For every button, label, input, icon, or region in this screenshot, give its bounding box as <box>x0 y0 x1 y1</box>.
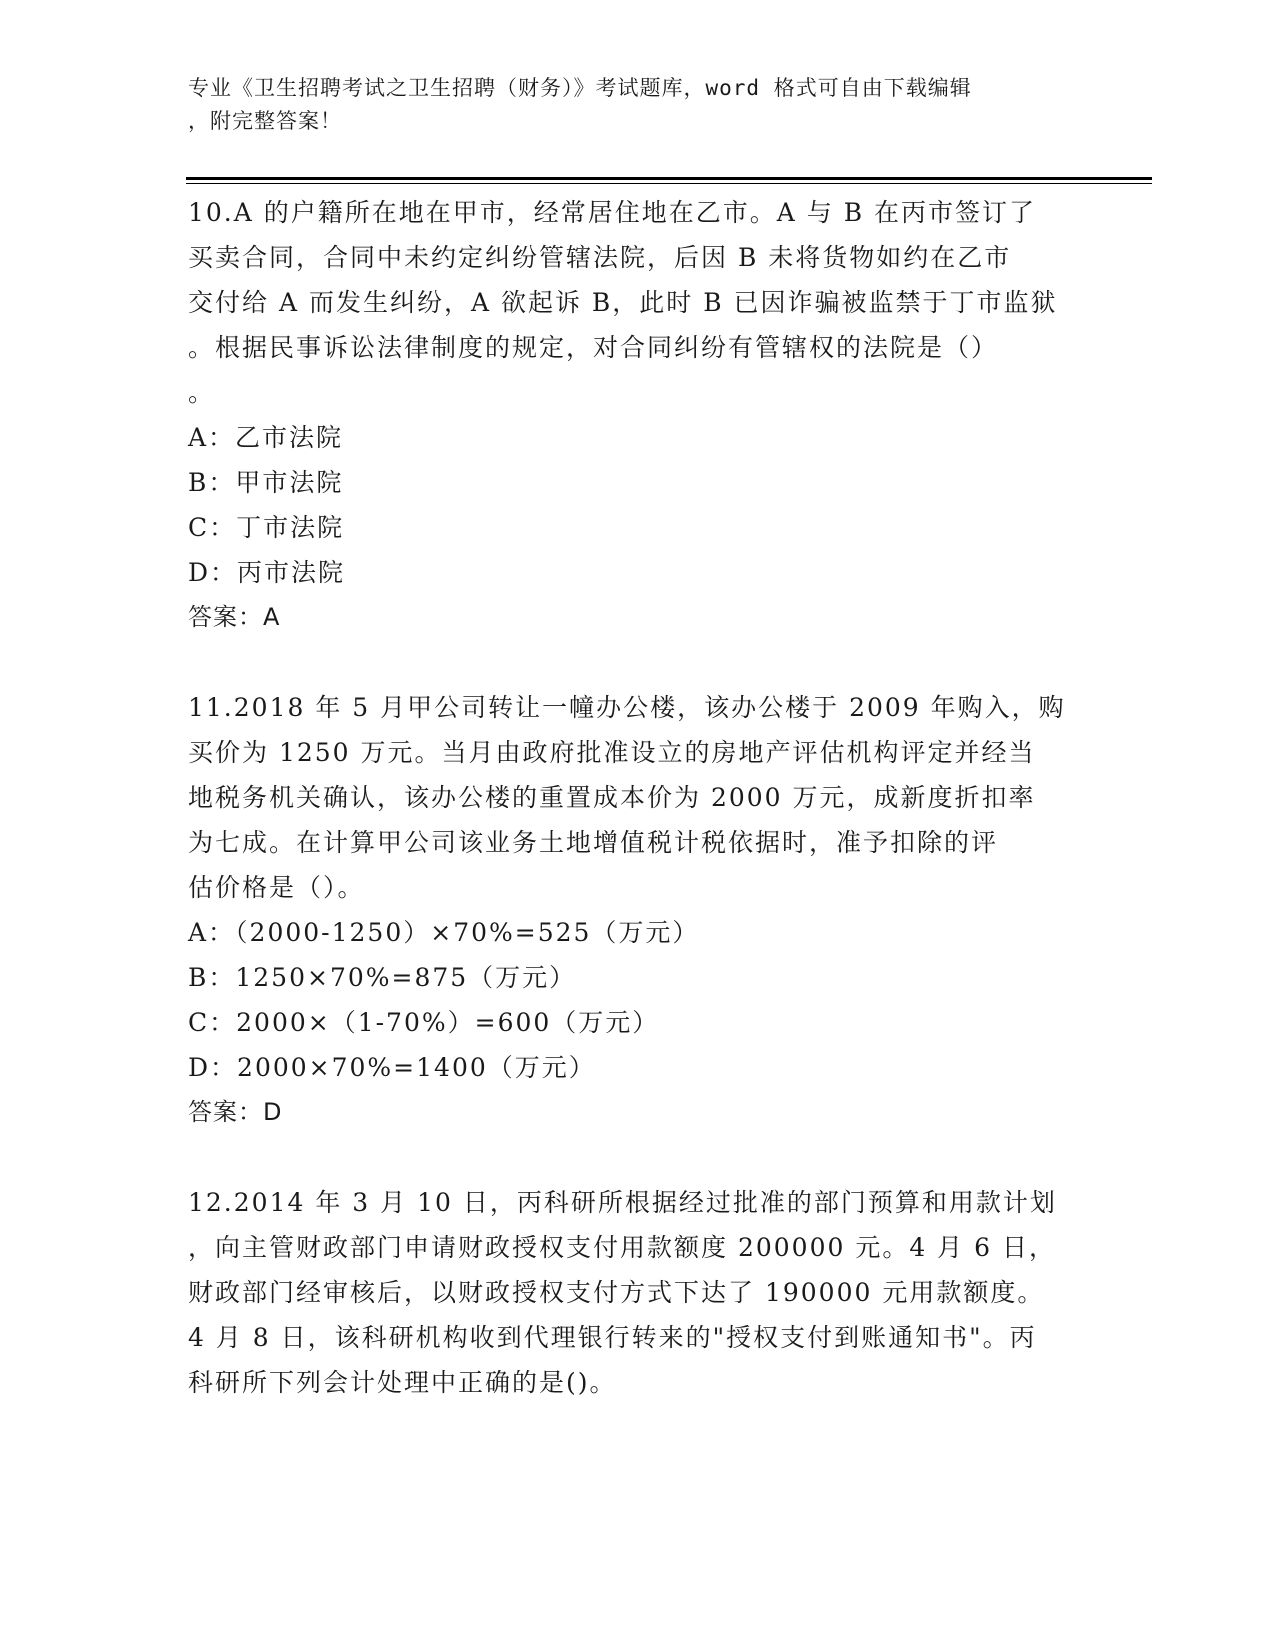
question-text-line: 买卖合同，合同中未约定纠纷管辖法院，后因 B 未将货物如约在乙市 <box>188 243 1012 272</box>
option-a: A：（2000-1250）×70%=525（万元） <box>188 918 700 947</box>
question-text-line: 科研所下列会计处理中正确的是()。 <box>188 1368 617 1397</box>
answer-line: 答案：A <box>188 603 281 631</box>
option-c: C：丁市法院 <box>188 513 345 542</box>
question-text-line: 为七成。在计算甲公司该业务土地增值税计税依据时，准予扣除的评 <box>188 828 999 857</box>
question-10 <box>188 190 1088 640</box>
question-text-line: 地税务机关确认，该办公楼的重置成本价为 2000 万元，成新度折扣率 <box>188 783 1036 812</box>
question-text-line: 4 月 8 日，该科研机构收到代理银行转来的"授权支付到账通知书"。丙 <box>188 1323 1037 1352</box>
option-d: D：2000×70%=1400（万元） <box>188 1053 596 1082</box>
header-rule-thick <box>186 177 1152 180</box>
question-text-line: 12.2014 年 3 月 10 日，丙科研所根据经过批准的部门预算和用款计划 <box>188 1188 1057 1217</box>
question-text-line: 。 <box>188 378 216 407</box>
question-text-line: 。根据民事诉讼法律制度的规定，对合同纠纷有管辖权的法院是（） <box>188 333 999 362</box>
question-spacer <box>188 640 1088 685</box>
question-text-line: 交付给 A 而发生纠纷，A 欲起诉 B，此时 B 已因诈骗被监禁于丁市监狱 <box>188 288 1058 317</box>
question-11 <box>188 685 1088 1135</box>
question-text-line: 财政部门经审核后，以财政授权支付方式下达了 190000 元用款额度。 <box>188 1278 1045 1307</box>
header-rule-thin <box>186 183 1152 184</box>
document-header <box>188 72 1068 138</box>
question-spacer <box>188 1135 1088 1180</box>
option-a: A：乙市法院 <box>188 423 344 452</box>
question-text-line: ，向主管财政部门申请财政授权支付用款额度 200000 元。4 月 6 日， <box>188 1233 1056 1262</box>
option-d: D：丙市法院 <box>188 558 346 587</box>
header-line: ，附完整答案！ <box>188 109 342 133</box>
question-text-line: 估价格是（）。 <box>188 873 365 902</box>
question-text-line: 买价为 1250 万元。当月由政府批准设立的房地产评估机构评定并经当 <box>188 738 1036 767</box>
question-text-line: 11.2018 年 5 月甲公司转让一幢办公楼，该办公楼于 2009 年购入，购 <box>188 693 1066 722</box>
answer-line: 答案：D <box>188 1098 283 1126</box>
option-c: C：2000×（1-70%）=600（万元） <box>188 1008 660 1037</box>
header-line: 专业《卫生招聘考试之卫生招聘（财务）》考试题库，word 格式可自由下载编辑 <box>188 76 972 100</box>
question-12 <box>188 1180 1088 1405</box>
question-text-line: 10.A 的户籍所在地在甲市，经常居住地在乙市。A 与 B 在丙市签订了 <box>188 198 1037 227</box>
option-b: B：1250×70%=875（万元） <box>188 963 577 992</box>
option-b: B：甲市法院 <box>188 468 344 497</box>
question-list <box>188 190 1088 1405</box>
